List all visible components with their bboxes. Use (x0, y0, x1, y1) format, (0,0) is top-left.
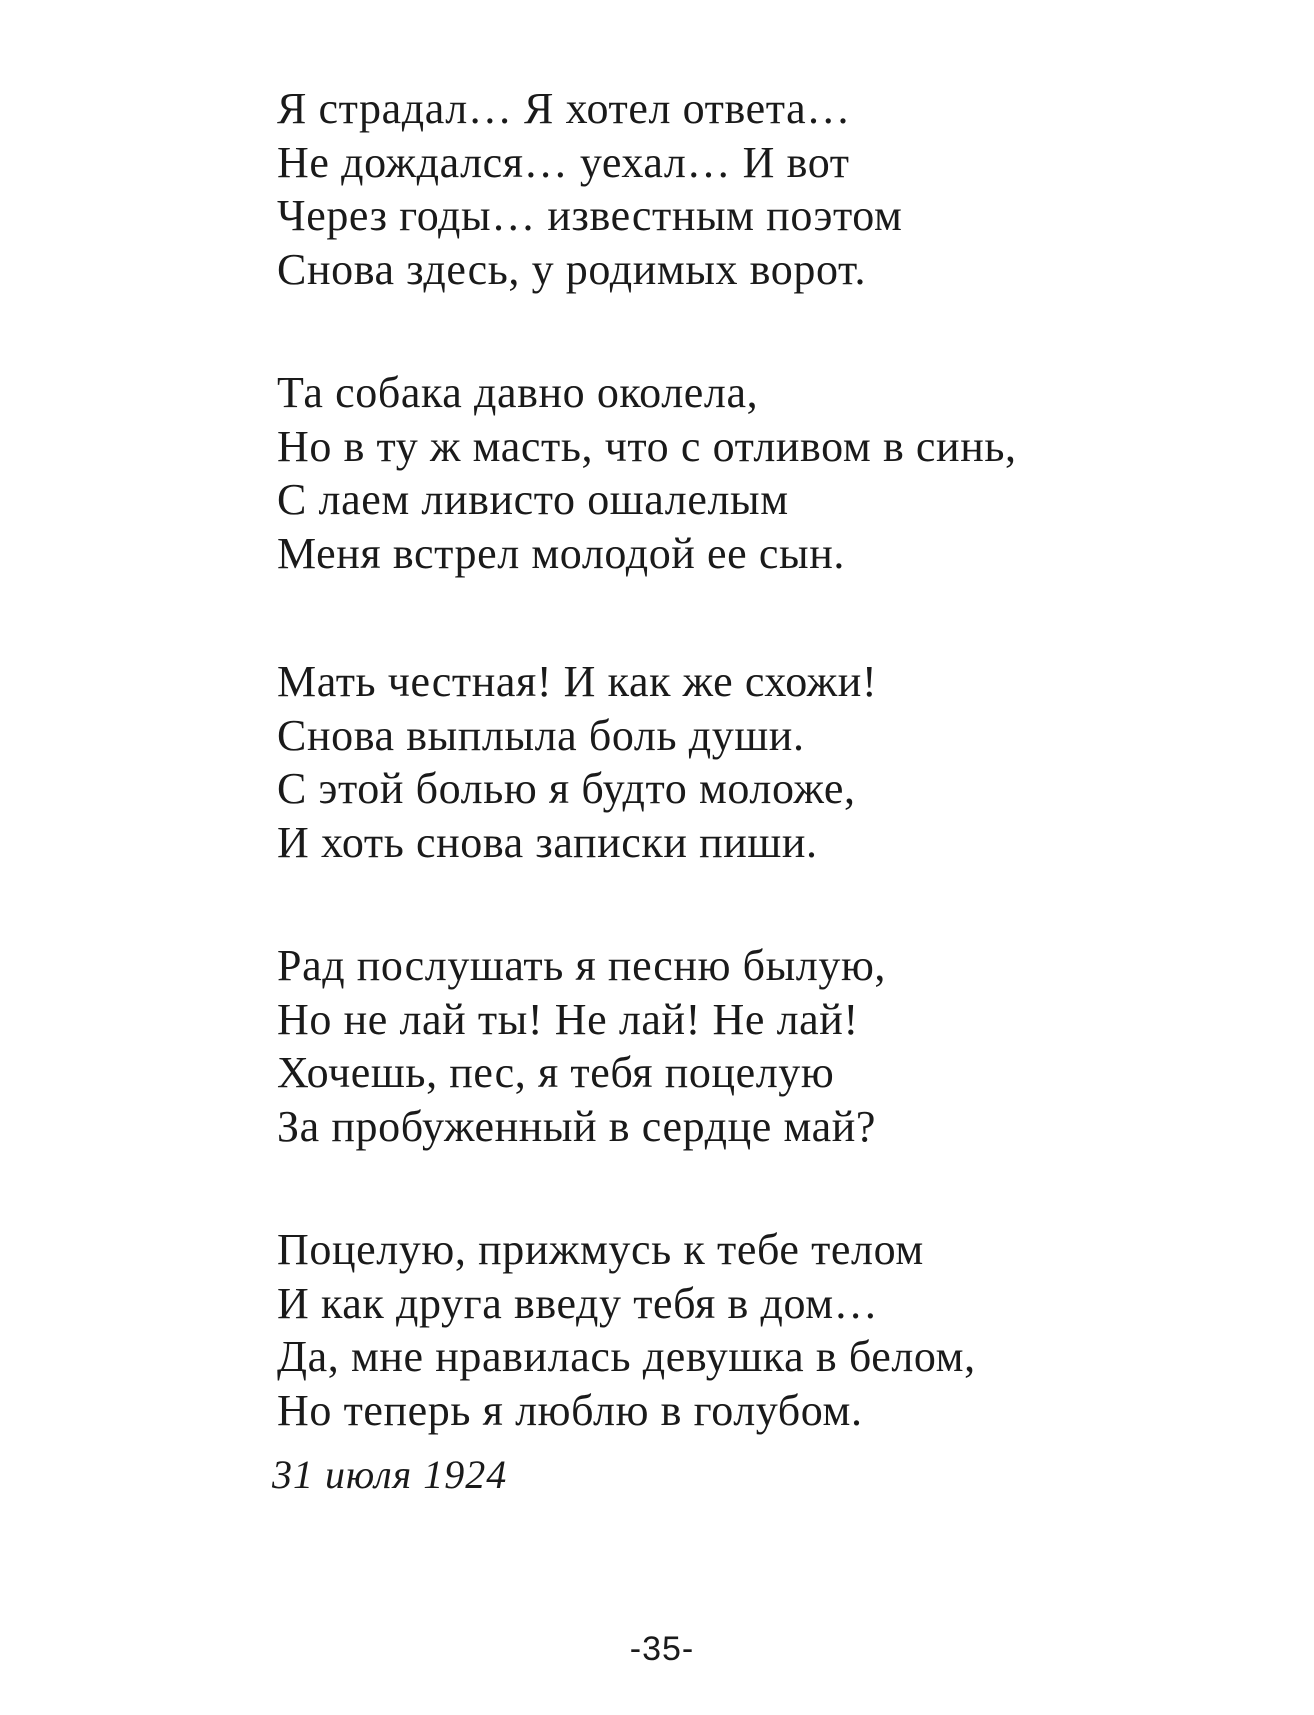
poem-line: И хоть снова записки пиши. (277, 817, 818, 867)
poem-line: Но теперь я люблю в голубом. (277, 1385, 863, 1435)
poem-body (277, 82, 1177, 1507)
poem-line: Но в ту ж масть, что с отливом в синь, (277, 421, 1017, 471)
poem-line: Через годы… известным поэтом (277, 191, 903, 240)
stanza-4 (277, 939, 1177, 1153)
poem-line: Та собака давно околела, (277, 368, 759, 417)
stanza-1 (277, 82, 1177, 296)
poem-line: Рад послушать я песню былую, (277, 941, 887, 990)
poem-line: За пробуженный в сердце май? (277, 1101, 877, 1151)
poem-line: Я страдал… Я хотел ответа… (277, 84, 851, 133)
poem-line: Хочешь, пес, я тебя поцелую (277, 1048, 835, 1097)
poem-line: С лаем ливисто ошалелым (277, 475, 789, 524)
poem-date: 31 июля 1924 (272, 1452, 508, 1497)
stanza-3 (277, 655, 1177, 869)
page-number: -35- (629, 1630, 695, 1668)
poem-line: Меня встрел молодой ее сын. (277, 528, 845, 578)
poem-line: Снова здесь, у родимых ворот. (277, 244, 867, 294)
poem-line: Не дождался… уехал… И вот (277, 137, 850, 187)
poem-line: Да, мне нравилась девушка в белом, (277, 1332, 976, 1381)
poem-line: С этой болью я будто моложе, (277, 764, 856, 813)
poem-line: Снова выплыла боль души. (277, 710, 805, 760)
poem-line: Но не лай ты! Не лай! Не лай! (277, 994, 859, 1044)
stanza-2 (277, 366, 1177, 580)
poem-line: И как друга введу тебя в дом… (277, 1278, 879, 1328)
poem-line: Поцелую, прижмусь к тебе телом (277, 1225, 924, 1274)
poem-line: Мать честная! И как же схожи! (277, 657, 878, 706)
stanza-5 (277, 1223, 1177, 1437)
